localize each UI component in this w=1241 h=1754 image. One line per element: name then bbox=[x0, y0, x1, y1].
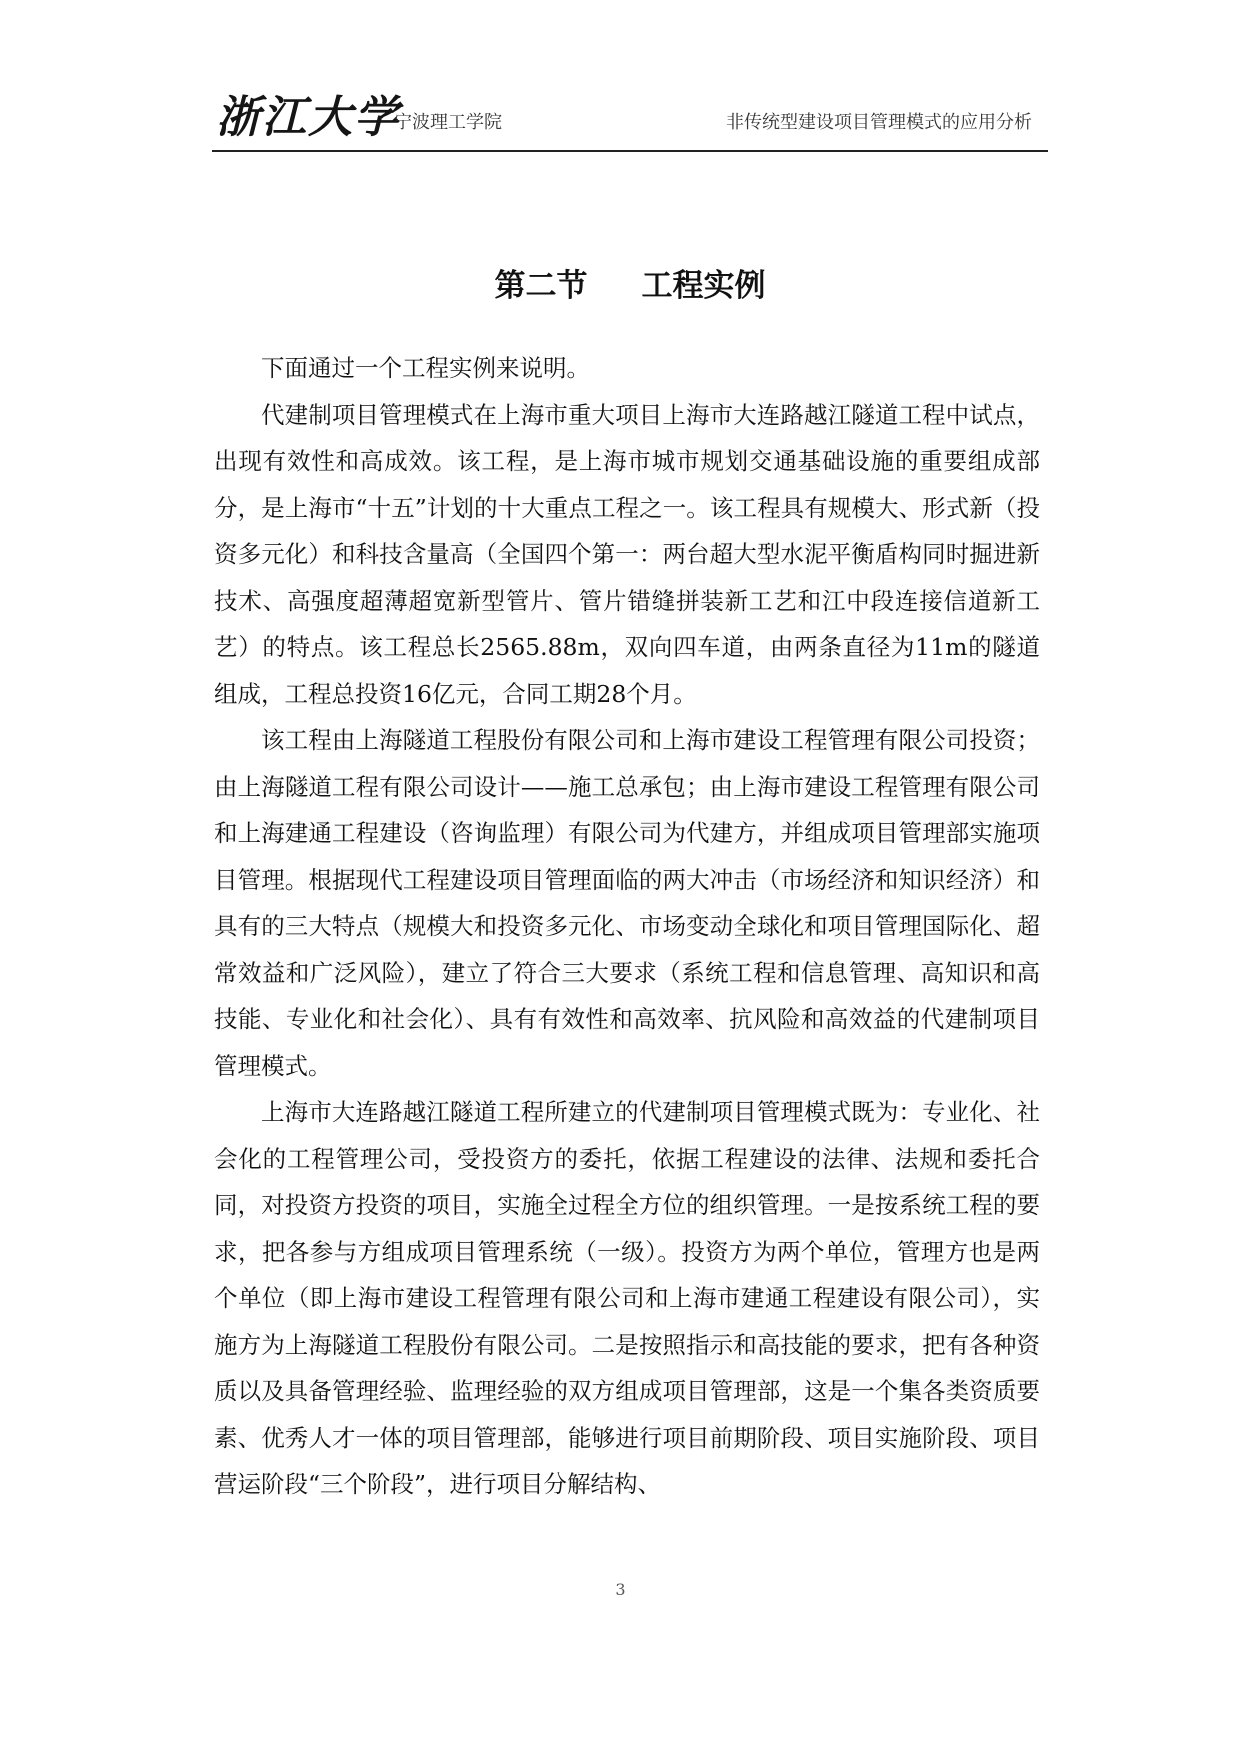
page-number: 3 bbox=[615, 1580, 626, 1599]
paragraph-project-overview: 代建制项目管理模式在上海市重大项目上海市大连路越江隧道工程中试点，出现有效性和高成效。该工程，是上海市城市规划交通基础设施的重要组成部分，是上海市“十五”计划的十大重点工程之一。该工程具有规模大、形式新（投资多元化）和科技含量高（全国四个第一：两台超大型水泥平衡盾构同时掘进新技术、高强度超薄超宽新型管片、管片错缝拼装新工艺和江中段连接信道新工艺）的特点。该工程总长2565.88m，双向四车道，由两条直径为11m的隧道组成，工程总投资16亿元，合同工期28个月。 bbox=[214, 400, 1040, 708]
paragraph-management-model: 上海市大连路越江隧道工程所建立的代建制项目管理模式既为：专业化、社会化的工程管理公司，受投资方的委托，依据工程建设的法律、法规和委托合同，对投资方投资的项目，实施全过程全方位的组织管理。一是按系统工程的要求，把各参与方组成项目管理系统（一级）。投资方为两个单位，管理方也是两个单位（即上海市建设工程管理有限公司和上海市建通工程建设有限公司），实施方为上海隧道工程股份有限公司。二是按照指示和高技能的要求，把有各种资质以及具备管理经验、监理经验的双方组成项目管理部，这是一个集各类资质要素、优秀人才一体的项目管理部，能够进行项目前期阶段、项目实施阶段、项目营运阶段“三个阶段”，进行项目分解结构、 bbox=[214, 1098, 1040, 1498]
paragraph-investors: 该工程由上海隧道工程股份有限公司和上海市建设工程管理有限公司投资；由上海隧道工程有限公司设计——施工总承包；由上海市建设工程管理有限公司和上海建通工程建设（咨询监理）有限公司为代建方，并组成项目管理部实施项目管理。根据现代工程建设项目管理面临的两大冲击（市场经济和知识经济）和具有的三大特点（规模大和投资多元化、市场变动全球化和项目管理国际化、超常效益和广泛风险），建立了符合三大要求（系统工程和信息管理、高知识和高技能、专业化和社会化）、具有有效性和高效率、抗风险和高效益的代建制项目管理模式。 bbox=[214, 726, 1040, 1080]
body-text bbox=[214, 345, 1040, 1508]
university-logo: 浙江大学 bbox=[216, 92, 400, 143]
college-name: 宁波理工学院 bbox=[394, 112, 502, 133]
thesis-title: 非传统型建设项目管理模式的应用分析 bbox=[726, 112, 1032, 133]
section-heading bbox=[212, 262, 1048, 310]
section-number: 第二节 bbox=[494, 268, 588, 304]
section-title: 工程实例 bbox=[641, 268, 766, 304]
paragraph-intro: 下面通过一个工程实例来说明。 bbox=[261, 354, 590, 382]
header-rule bbox=[212, 150, 1048, 152]
page-header bbox=[212, 88, 1048, 152]
